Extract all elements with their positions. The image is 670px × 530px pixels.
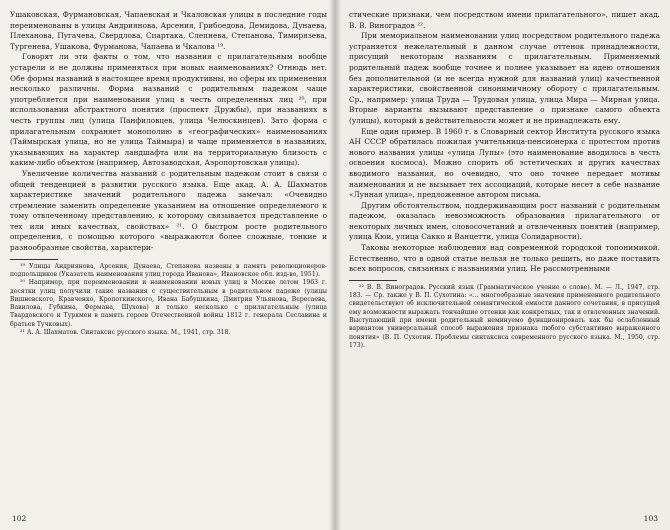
footnote: ¹⁹ Улицы Андриянова, Арсения, Дунаева, Степанова названы в память революционеров-подпольщиков (Указатель наименования улиц города Иванова», Ивановское обл. изд-во, 1951). bbox=[10, 262, 327, 278]
right-paragraph: При мемориальном наименовании улиц посредством родительного падежа устраняется нежелательный в данном случае оттенок принадлежности, присущий некоторым названиям с прилагательным. Применяемый родительный падеж вообще точнее и полнее указывает на идею отношения без дополнительной (и не всегда нужной для названий улиц) качественной характеристики, свойственной синонимичному обороту с прилагательным. Ср., например: улица Труда — Трудовая улица, улица Мира — Мирная улица. Вторые варианты вызывают представление о признаке самого объекта (улицы), который в действительности может и не принадлежать ему. bbox=[349, 31, 660, 125]
footnote-divider bbox=[10, 259, 58, 260]
right-page bbox=[335, 0, 670, 530]
right-body-text bbox=[349, 10, 660, 275]
left-paragraph: Увеличение количества названий с родительным падежом стоит в связи с общей тенденцией в развитии русского языка. Еще акад. А. А. Шахматов характеристике значений родительного падежа замечал: «Очевидно стремление заменить определение указанием на отношение определяемого к тому отвлеченному представлению, к которому связывается представление о тех или иных качествах, свойствах» ²¹. О быстром росте родительного определения, с помощью которого «выражаются более сложные, тонкие и разнообразные свойства, характери- bbox=[10, 168, 327, 253]
left-paragraph: Говорят ли эти факты о том, что названия с прилагательным вообще устарели и не должны применяться при новых наименованиях? Отнюдь нет. Обе формы названий в настоящее время продуктивны, но сферы их применения несколько различны. Форма названий с родительным падежом чаще употребляется при наименовании улиц в честь определенных лиц ²⁰, при использовании абстрактного понятия (проспект Дружбы), при названиях в честь группы лиц (улица Панфиловцев, улица Челюскинцев). Зато форма с прилагательным сохраняет монополию в «географических» наименованиях (Таймырская улица, но не улица Таймыра) и чаще применяется в названиях, указывающих на характер ландшафта или на территориальную близость с каким-либо объектом (например, Автозаводская, Аэропортовская улицы). bbox=[10, 52, 327, 168]
left-body-text bbox=[10, 10, 327, 254]
footnote: ²¹ А. А. Шахматов. Синтаксис русского языка. М., 1941, стр. 318. bbox=[20, 329, 231, 337]
book-gutter-shadow bbox=[329, 0, 341, 530]
page-number: 102 bbox=[12, 514, 27, 523]
right-footnotes bbox=[349, 284, 660, 350]
footnote: ²⁰ Например, при переименовании и наименовании новых улиц в Москве летом 1963 г. десятки улиц получили такие названия с существительным в родительном падеже (улицы Вишневского, Кравченко, Кропоткинского, Ивана Бабушкина, Дмитрия Ульянова, Вересаева, Вавилова, Губкина, Фермана, Шухова) и только несколько с прилагательным (улица Твардовского и Туркмен в память героев Отечественной войны 1812 г. генерала Сеславина и братьев Тучковых). bbox=[10, 279, 327, 328]
right-paragraph: Другим обстоятельством, поддерживающим рост названий с родительным падежом, оказалась невозможность образования прилагательного от некоторых личных имен, словосочетаний и отвлеченных понятий (например, улица Кюи, улица Сакко и Ванцетти, улица Солидарности). bbox=[349, 200, 660, 242]
footnote-divider bbox=[349, 280, 397, 281]
left-footnotes bbox=[10, 263, 327, 338]
right-paragraph: Еще один пример. В 1960 г. в Словарный сектор Института русского языка АН СССР обратилась пожилая учительница-пенсионерка с протестом против нового названия улицы «улица Лупы» (это наименование вводилось в честь освоения космоса). Можно спорить об эстетических и других качествах вводимого названия, но очевидно, что оно точнее передает мотивы наименования и не вызывает тех ассоциаций, которые несет в себе название «Лунная улица», предложенное автором письма. bbox=[349, 126, 660, 200]
right-paragraph: Таковы некоторые наблюдения над современной городской топонимикой. Естественно, что в одной статье нельзя не только решить, но даже поставить всех вопросов, связанных с названиями улиц. Не рассмотренными bbox=[349, 243, 660, 274]
footnote: ²² В. В. Виноградов. Русский язык (Грамматическое учение о слове). М. — Л., 1947, стр. 183. — Ср. также у В. П. Сухотина: «... многообразные значения примененного родительного свидетельствуют об исключительной семантической емкости данного сочетания, в присущей ему возможности выражать тончайшие оттенки как конкретных, так и отвлеченных значений. Выступающий при имени родительный неминуемо функционировать как бы ослабленный вариантом универсальный способ выражения признака любого субстантивно выраженного понятия» (В. П. Сухотин. Проблемы синтаксиса современного русского языка. М., 1950, стр. 173). bbox=[349, 283, 660, 349]
page-number: 103 bbox=[643, 514, 658, 523]
right-paragraph: стические признаки, чем посредством имени прилагательного», пишет акад. В. В. Виноградов ²². bbox=[349, 10, 660, 30]
left-paragraph: Ушаковская, Фурмановская, Чапаевская и Чкаловская улицы в последние годы переименованы в улицы Андриянова, Арсения, Грибоедова, Демидова, Дунаева, Плеханова, Пугачева, Свердлова, Спартака, Слепнева, Степанова, Тимирязева, Тургенева, Ушакова, Фурманова, Чапаева и Чкалова ¹⁹. bbox=[10, 10, 327, 51]
